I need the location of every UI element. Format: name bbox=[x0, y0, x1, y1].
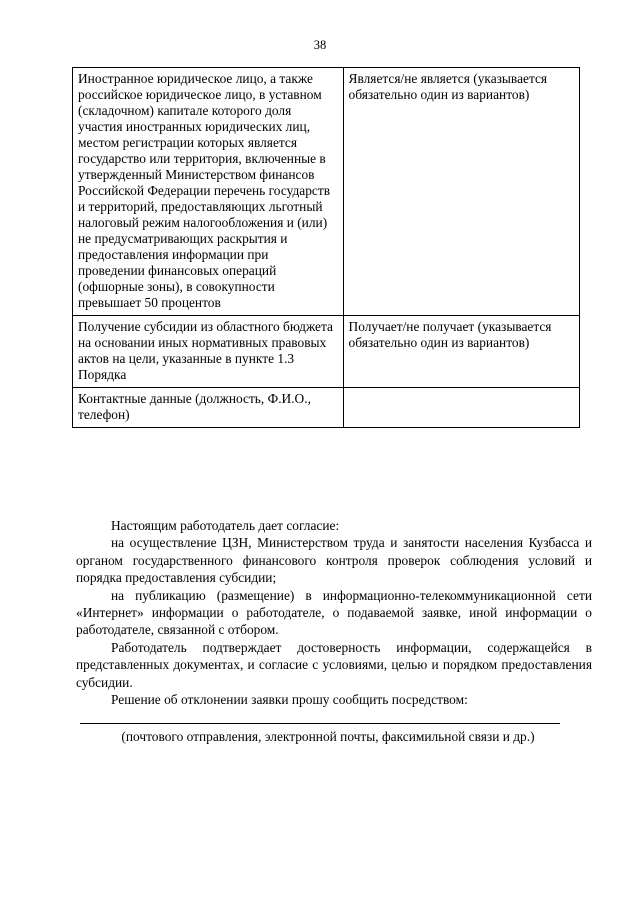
consent-text bbox=[76, 517, 592, 708]
fill-in-line bbox=[80, 723, 560, 724]
table-cell-label: Иностранное юридическое лицо, а также российское юридическое лицо, в уставном (складочном) капитале которого доля участия иностранных юридических лиц, местом регистрации которых является государство или территория, включенные в утвержденный Министерством финансов Российской Федерации перечень государств и территорий, предоставляющих льготный налоговый режим налогообложения и (или) не предусматривающих раскрытия и предоставления информации при проведении финансовых операций (офшорные зоны), в совокупности превышает 50 процентов bbox=[73, 68, 344, 316]
page-number: 38 bbox=[313, 38, 327, 52]
table-row bbox=[73, 316, 580, 388]
table-row bbox=[73, 388, 580, 428]
table-cell-value: Является/не является (указывается обязательно один из вариантов) bbox=[343, 68, 579, 316]
table-cell-value bbox=[343, 388, 579, 428]
table-cell-label: Получение субсидии из областного бюджета на основании иных нормативных правовых актов на цели, указанные в пункте 1.3 Порядка bbox=[73, 316, 344, 388]
confirmation-paragraph: Работодатель подтверждает достоверность информации, содержащейся в представленных документах, и согласие с условиями, целью и порядком предоставления субсидии. bbox=[76, 639, 592, 690]
table-cell-value: Получает/не получает (указывается обязательно один из вариантов) bbox=[343, 316, 579, 388]
applicant-info-table bbox=[72, 67, 580, 428]
consent-item-verification: на осуществление ЦЗН, Министерством труда и занятости населения Кузбасса и органом государственного финансового контроля проверок соблюдения условий и порядка предоставления субсидии; bbox=[76, 535, 592, 586]
consent-intro: Настоящим работодатель дает согласие: bbox=[111, 518, 340, 533]
table-row bbox=[73, 68, 580, 316]
consent-item-publication: на публикацию (размещение) в информационно-телекоммуникационной сети «Интернет» информации о работодателе, о подаваемой заявке, иной информации о работодателе, связанной с отбором. bbox=[76, 587, 592, 638]
table-cell-label: Контактные данные (должность, Ф.И.О., телефон) bbox=[73, 388, 344, 428]
rejection-notice-paragraph: Решение об отклонении заявки прошу сообщить посредством: bbox=[111, 692, 468, 708]
fill-in-caption: (почтового отправления, электронной почты, факсимильной связи и др.) bbox=[121, 729, 535, 744]
